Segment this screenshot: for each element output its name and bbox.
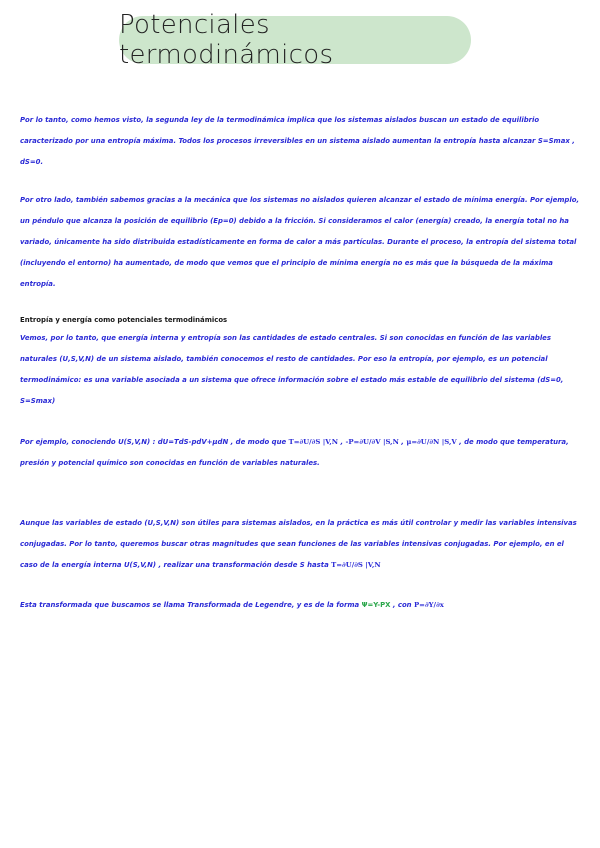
p4-lead: Por ejemplo, conociendo U(S,V,N) : dU=TdS-pdV+μdN , de modo que [20,438,287,446]
p6-mid: , con [392,601,412,609]
paragraph-6 [20,595,580,616]
equation-temperature: T=∂U/∂S |V,N [288,438,339,446]
paragraph-1: Por lo tanto, como hemos visto, la segunda ley de la termodinámica implica que los sistemas aislados buscan un estado de equilibrio caracterizado por una entropía máxima. Todos los procesos irreversibles en un sistema aislado aumentan la entropía hasta alcanzar S=Smax , dS=0. [20,116,575,166]
paragraph-3: Vemos, por lo tanto, que energía interna y entropía son las cantidades de estado centrales. Si son conocidas en función de las variables naturales (U,S,V,N) de un sistema aislado, también conocemos el resto de cantidades. Por eso la entropía, por ejemplo, es un potencial termodinámico: es una variable asociada a un sistema que ofrece información sobre el estado más estable de equilibrio del sistema (dS=0, S=Smax) [20,334,564,405]
equation-temperature-transform: T=∂U/∂S |V,N [331,561,381,569]
equation-chemical-potential: μ=∂U/∂N |S,V [406,438,457,446]
p4-tail: , de modo que temperatura, presión y potencial químico son conocidas en función de variables naturales. [20,438,569,467]
p5-text: Aunque las variables de estado (U,S,V,N) son útiles para sistemas aislados, en la práctica es más útil controlar y medir las variables intensivas conjugadas. Por lo tanto, queremos buscar otras magnitudes que sean funciones de las variables intensivas conjugadas. Por ejemplo, en el caso de la energía interna U(S,V,N) , realizar una transformación desde S hasta [20,519,577,569]
section-subheading: Entropía y energía como potenciales termodinámicos [20,316,228,324]
equation-pressure: -P=∂U/∂V |S,N [345,438,399,446]
paragraph-2: Por otro lado, también sabemos gracias a la mecánica que los sistemas no aislados quieren alcanzar el estado de mínima energía. Por ejemplo, un péndulo que alcanza la posición de equilibrio (Ep=0) debido a la fricción. Si consideramos el calor (energía) creado, la energía total no ha variado, únicamente ha sido distribuida estadísticamente en forma de calor a más partículas. Durante el proceso, la entropía del sistema total (incluyendo el entorno) ha aumentado, de modo que vemos que el principio de mínima energía no es más que la búsqueda de la máxima entropía. [20,196,580,288]
page-title: Potenciales termodinámicos [119,10,334,70]
paragraph-5 [20,513,580,576]
paragraph-4: Por ejemplo, conociendo U(S,V,N) : dU=TdS-pdV+μdN , de modo que T=∂U/∂S |V,N , -P=∂U/∂V |S,N , μ=∂U/∂N |S,V , de modo que temperatura, presión y potencial químico son conocidas en función de variables naturales. [20,438,569,467]
legendre-formula: Ψ=Y-PX [361,601,391,609]
p6-text: Esta transformada que buscamos se llama Transformada de Legendre, y es de la forma [20,601,360,609]
equation-p-definition: P=∂Y/∂x [414,601,444,609]
